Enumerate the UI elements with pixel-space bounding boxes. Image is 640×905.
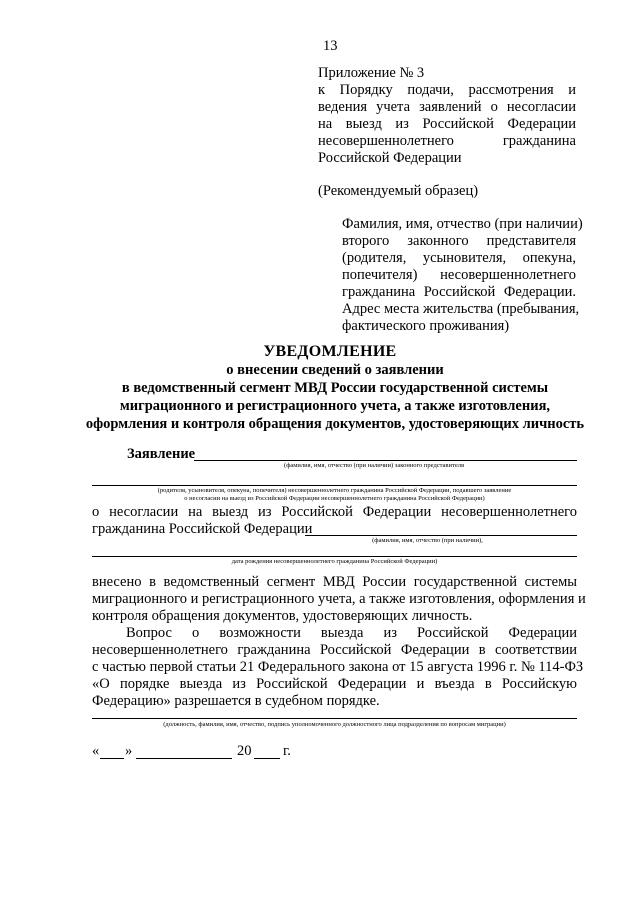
addressee-line: (родителя, усыновителя, опекуна, — [342, 250, 576, 266]
notice-subtitle-line: в ведомственный сегмент МВД России государственной системы — [121, 380, 549, 396]
addressee-line: гражданина Российской Федерации. — [342, 284, 576, 300]
body-line: Вопрос о возможности выезда из Российской Федерации — [126, 625, 577, 641]
notice-subtitle-line: оформления и контроля обращения документов, удостоверяющих личность — [85, 416, 585, 432]
appendix-heading: Приложение № 3 — [318, 65, 425, 81]
appendix-line: несовершеннолетнего гражданина — [318, 133, 576, 149]
appendix-line: на выезд из Российской Федерации — [318, 116, 576, 132]
appendix-line: к Порядку подачи, рассмотрения и — [318, 82, 576, 98]
body-paragraph-1 — [92, 574, 586, 625]
addressee-line: Адрес места жительства (пребывания, — [342, 301, 580, 317]
body-line: контроля обращения документов, удостоверяющих личность. — [92, 608, 473, 624]
statement-label: Заявление — [127, 446, 196, 462]
rep-role-caption-2: о несогласии на выезд из Российской Федерации несовершеннолетнего гражданина Российской Федерации) — [184, 495, 485, 502]
date-close-quote: » — [125, 743, 133, 759]
addressee-block — [342, 216, 583, 335]
addressee-line: Фамилия, имя, отчество (при наличии) — [342, 216, 583, 232]
notice-subtitle — [85, 361, 585, 433]
signature-field[interactable] — [92, 718, 577, 719]
date-month-field[interactable] — [136, 758, 232, 759]
body-line: Федерацию» разрешается в судебном порядке. — [92, 693, 380, 709]
page-number: 13 — [323, 38, 338, 54]
recommended-sample: (Рекомендуемый образец) — [318, 183, 479, 199]
disagreement-text — [92, 504, 577, 521]
notice-title: УВЕДОМЛЕНИЕ — [263, 343, 397, 360]
body-line: несовершеннолетнего гражданина Российской Федерации в соответствии — [92, 642, 577, 658]
date-open-quote: « — [92, 743, 100, 759]
rep-role-caption-1: (родителя, усыновителя, опекуна, попечителя) несовершеннолетнего гражданина Российской Федерации, подавшего заявление — [157, 487, 512, 494]
notice-subtitle-line: миграционного и регистрационного учета, а также изготовления, — [119, 398, 551, 414]
appendix-text — [318, 82, 576, 167]
body-line: внесено в ведомственный сегмент МВД России государственной системы — [92, 574, 577, 590]
body-line: «О порядке выезда из Российской Федерации и въезда в Российскую — [92, 676, 577, 692]
disagreement-line: о несогласии на выезд из Российской Федерации несовершеннолетнего — [92, 504, 577, 520]
rep-name-caption: (фамилия, имя, отчество (при наличии) законного представителя — [284, 462, 464, 469]
citizen-label: гражданина Российской Федерации — [92, 521, 313, 537]
body-line: миграционного и регистрационного учета, а также изготовления, оформления и — [92, 591, 586, 607]
birth-date-field[interactable] — [92, 556, 577, 557]
appendix-line: Российской Федерации — [318, 150, 462, 166]
child-name-caption: (фамилия, имя, отчество (при наличии), — [372, 537, 483, 544]
child-name-field[interactable] — [305, 535, 577, 536]
date-year-field[interactable] — [254, 758, 280, 759]
rep-role-field[interactable] — [92, 485, 577, 486]
body-paragraph-2 — [92, 625, 584, 710]
rep-name-field[interactable] — [194, 460, 577, 461]
date-year-prefix: 20 — [237, 743, 252, 759]
birth-date-caption: дата рождения несовершеннолетнего гражданина Российской Федерации) — [231, 558, 438, 565]
addressee-line: попечителя) несовершеннолетнего — [342, 267, 576, 283]
date-year-suffix: г. — [283, 743, 291, 759]
addressee-line: фактического проживания) — [342, 318, 510, 334]
appendix-line: ведения учета заявлений о несогласии — [318, 99, 576, 115]
notice-subtitle-line: о внесении сведений о заявлении — [226, 362, 444, 378]
signature-caption: (должность, фамилия, имя, отчество, подпись уполномоченного должностного лица подразделения по вопросам миграции) — [163, 721, 506, 728]
addressee-line: второго законного представителя — [342, 233, 576, 249]
date-day-field[interactable] — [100, 758, 124, 759]
body-line: с частью первой статьи 21 Федерального закона от 15 августа 1996 г. № 114-ФЗ — [92, 659, 584, 675]
